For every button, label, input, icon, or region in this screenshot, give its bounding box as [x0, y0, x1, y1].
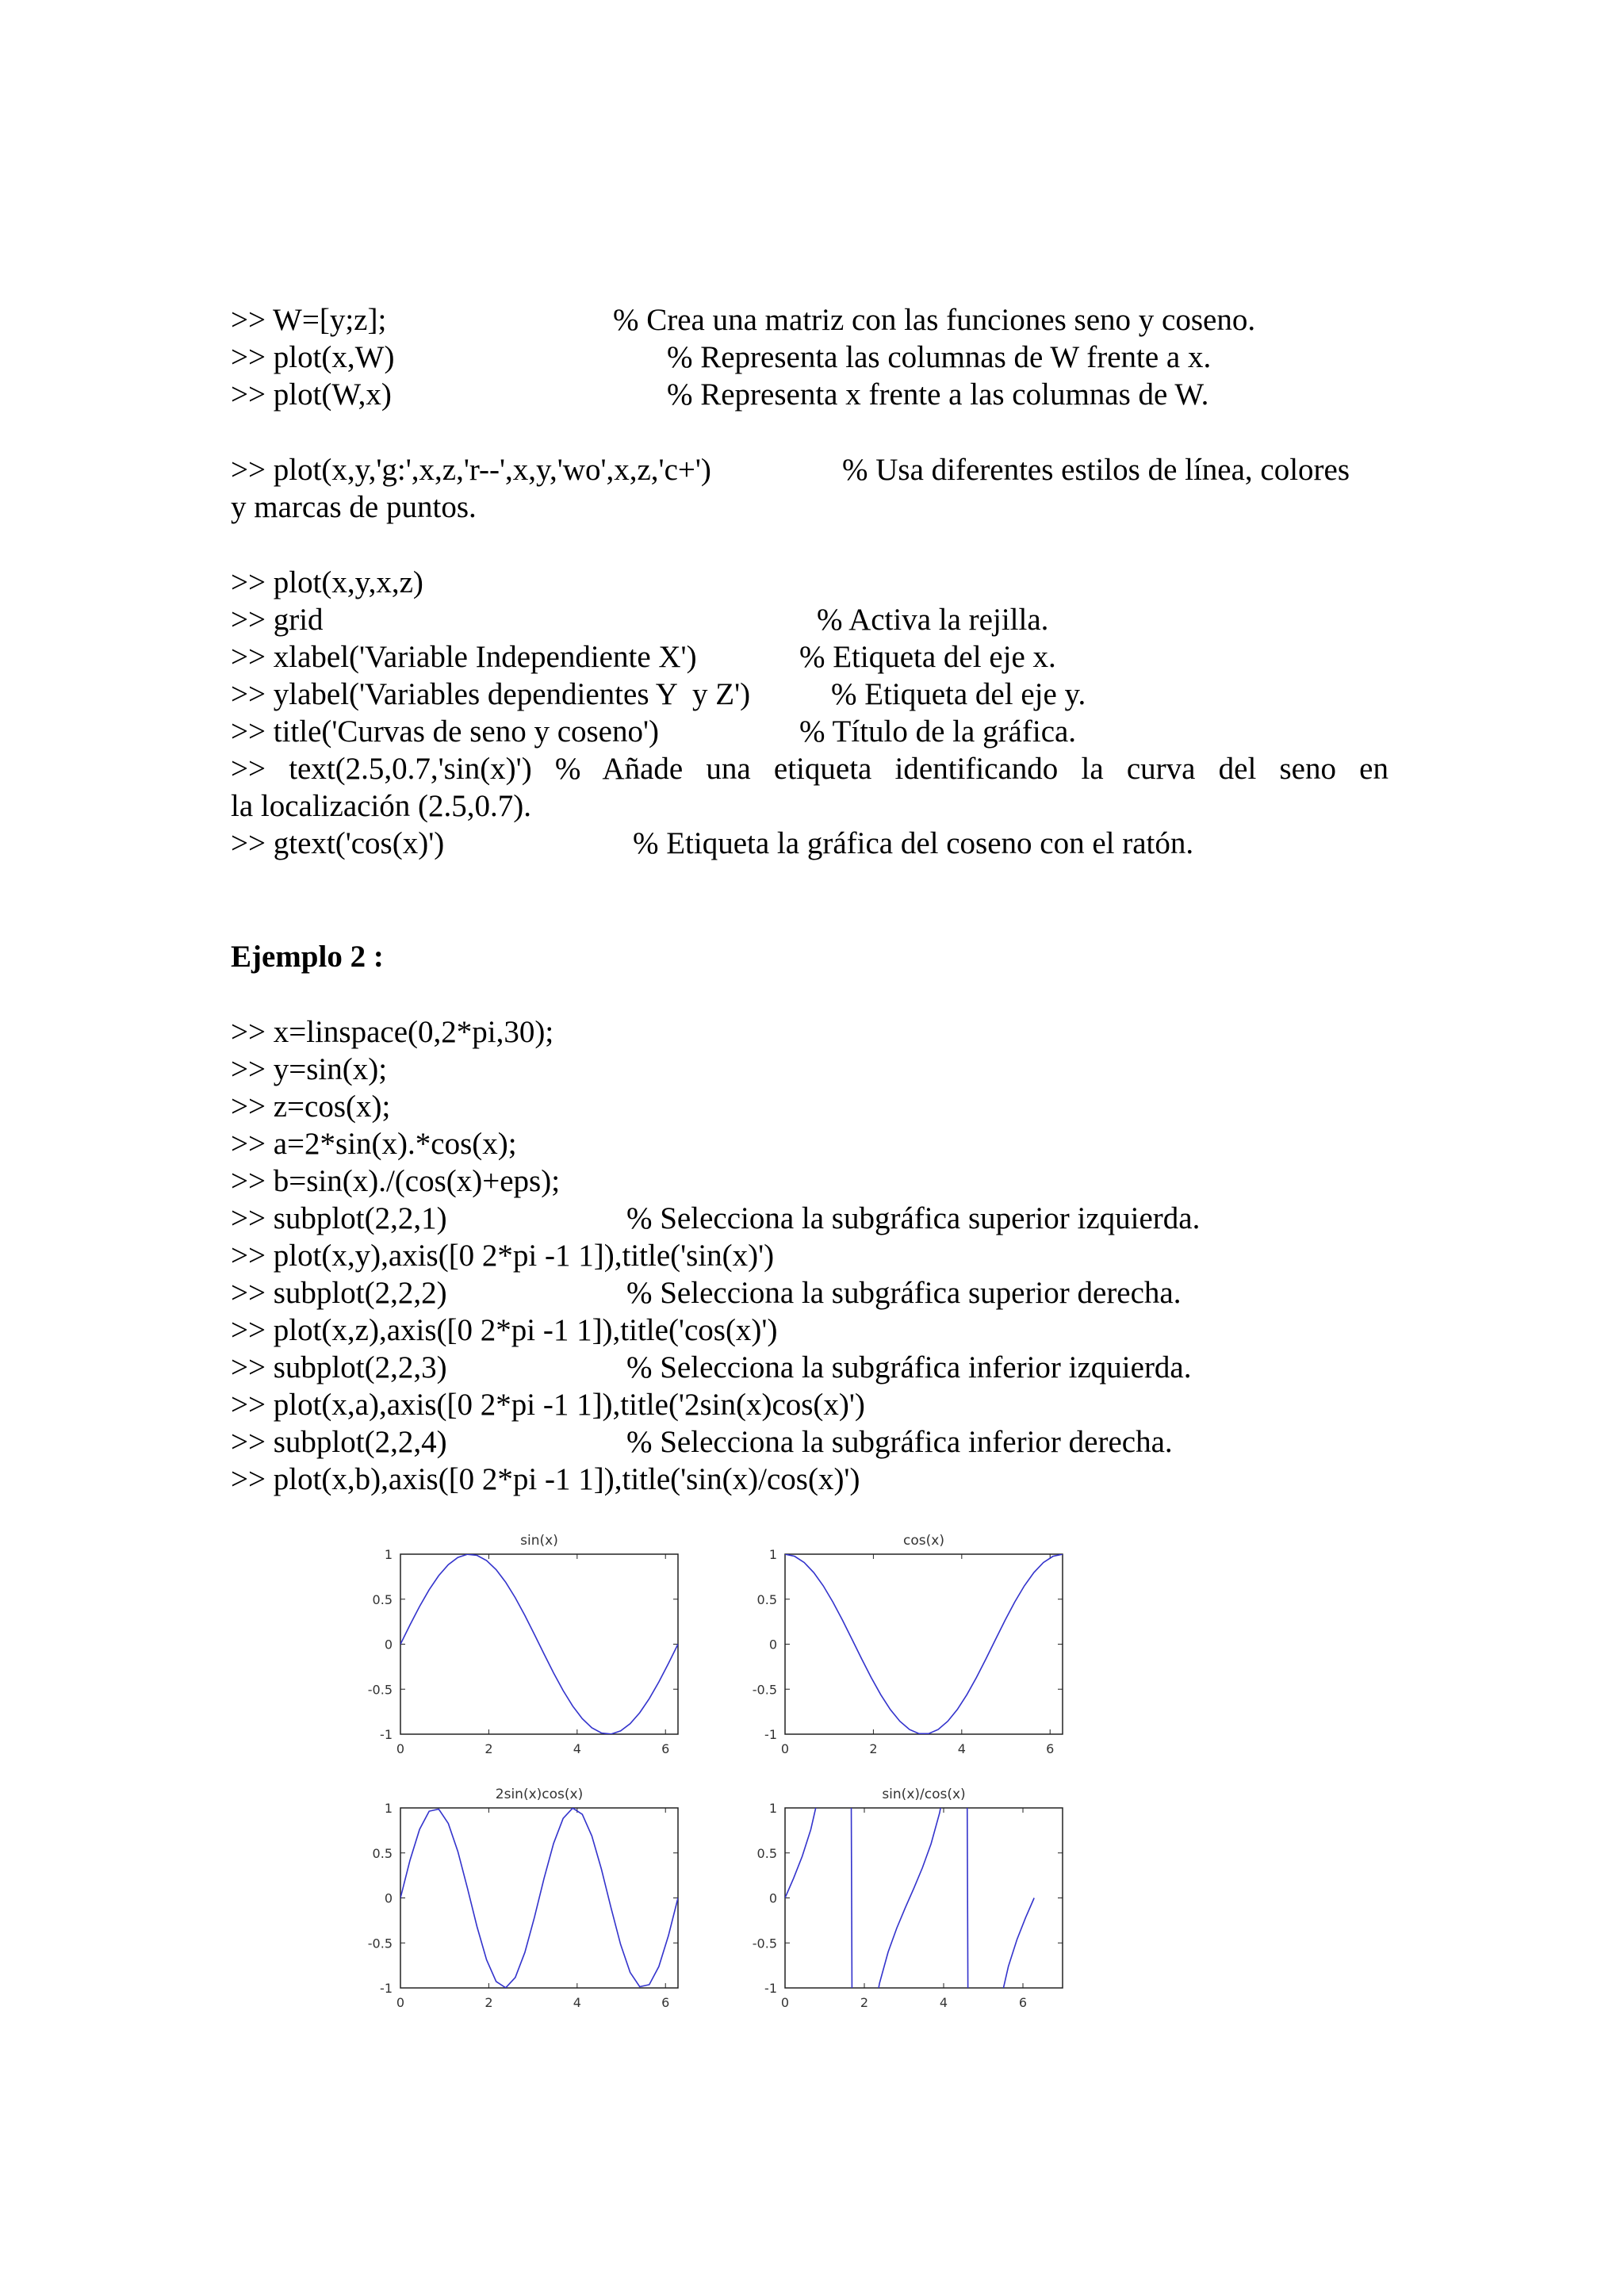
code-comment: % Representa x frente a las columnas de W. [667, 377, 1209, 412]
code-line: >> z=cos(x); [231, 1090, 391, 1124]
y-tick-label: 0.5 [756, 1845, 777, 1861]
code-comment: % Título de la gráfica. [799, 714, 1077, 749]
code-line: >> plot(x,y,x,z) [231, 565, 423, 599]
code-comment: % Selecciona la subgráfica superior derecha. [626, 1276, 1182, 1310]
code-line: >> subplot(2,2,4) [231, 1425, 447, 1459]
y-tick-label: -1 [764, 1727, 777, 1742]
series-line [785, 1554, 1063, 1733]
y-tick-label: -1 [764, 1981, 777, 1996]
code-comment: % Crea una matriz con las funciones seno y coseno. [613, 303, 1256, 337]
y-tick-label: -0.5 [752, 1682, 777, 1698]
code-line: >> ylabel('Variables dependientes Y y Z') [231, 677, 751, 711]
x-tick-label: 0 [780, 1741, 790, 1756]
y-tick-label: -0.5 [752, 1936, 777, 1951]
x-tick-label: 6 [661, 1741, 670, 1756]
x-tick-label: 2 [860, 1995, 869, 2010]
plot-title: sin(x)/cos(x) [882, 1787, 966, 1802]
series-line [785, 1522, 1034, 2038]
code-line-continuation: la localización (2.5,0.7). [231, 789, 532, 823]
x-tick-label: 0 [396, 1741, 405, 1756]
y-tick-label: 1 [384, 1801, 393, 1816]
code-line: >> plot(x,y),axis([0 2*pi -1 1]),title('sin(x)') [231, 1239, 775, 1273]
code-comment: % Usa diferentes estilos de línea, colores [842, 453, 1350, 487]
x-tick-label: 6 [1018, 1995, 1028, 2010]
code-comment: % Etiqueta del eje y. [831, 677, 1086, 711]
code-line-continuation: y marcas de puntos. [231, 490, 477, 524]
code-line: >> subplot(2,2,1) [231, 1201, 447, 1235]
x-tick-label: 4 [573, 1741, 581, 1756]
code-line: >> x=linspace(0,2*pi,30); [231, 1015, 554, 1049]
code-comment: % Representa las columnas de W frente a x. [667, 340, 1212, 374]
code-line: >> plot(x,W) [231, 340, 395, 374]
code-comment: % Etiqueta la gráfica del coseno con el ratón. [633, 826, 1194, 860]
code-line: >> plot(x,z),axis([0 2*pi -1 1]),title('cos(x)') [231, 1313, 778, 1347]
code-line: >> plot(x,b),axis([0 2*pi -1 1]),title('sin(x)/cos(x)') [231, 1462, 860, 1496]
code-comment: % Selecciona la subgráfica superior izquierda. [626, 1201, 1201, 1235]
section-heading: Ejemplo 2 : [231, 940, 384, 974]
code-line: >> plot(x,a),axis([0 2*pi -1 1]),title('2sin(x)cos(x)') [231, 1388, 865, 1422]
x-tick-label: 6 [1046, 1741, 1055, 1756]
code-line: >> b=sin(x)./(cos(x)+eps); [231, 1164, 561, 1198]
y-tick-label: -0.5 [367, 1936, 393, 1951]
code-line: >> subplot(2,2,3) [231, 1350, 447, 1384]
y-tick-label: -0.5 [367, 1682, 393, 1698]
x-tick-label: 0 [780, 1995, 790, 2010]
y-tick-label: 0 [768, 1890, 777, 1906]
y-tick-label: 0 [384, 1890, 393, 1906]
plot-title: sin(x) [520, 1533, 558, 1549]
plot-axes-box [785, 1808, 1063, 1988]
code-line: >> xlabel('Variable Independiente X') [231, 640, 697, 674]
x-tick-label: 6 [661, 1995, 670, 2010]
x-tick-label: 2 [869, 1741, 878, 1756]
code-line: >> y=sin(x); [231, 1052, 388, 1086]
y-tick-label: 0 [384, 1637, 393, 1653]
x-tick-label: 2 [485, 1995, 493, 2010]
series-line [400, 1554, 678, 1734]
code-line: >> subplot(2,2,2) [231, 1276, 447, 1310]
y-tick-label: 1 [384, 1547, 393, 1562]
code-comment: % Selecciona la subgráfica inferior izquierda. [626, 1350, 1192, 1384]
code-line: >> grid [231, 603, 324, 637]
y-tick-label: 0.5 [372, 1591, 393, 1607]
x-tick-label: 4 [939, 1995, 948, 2010]
x-tick-label: 4 [573, 1995, 581, 2010]
plot-title: 2sin(x)cos(x) [495, 1787, 584, 1802]
code-line: >> gtext('cos(x)') [231, 826, 445, 860]
x-tick-label: 2 [485, 1741, 493, 1756]
code-line: >> plot(x,y,'g:',x,z,'r--',x,y,'wo',x,z,'c+') [231, 453, 711, 487]
code-line: >> plot(W,x) [231, 377, 392, 412]
subplot-figure [349, 1522, 1094, 2038]
code-comment: % Activa la rejilla. [817, 603, 1049, 637]
y-tick-label: 0.5 [372, 1845, 393, 1861]
code-line: >> a=2*sin(x).*cos(x); [231, 1127, 517, 1161]
plot-axes-box [785, 1554, 1063, 1734]
y-tick-label: -1 [380, 1727, 393, 1742]
plot-title: cos(x) [903, 1533, 944, 1549]
x-tick-label: 0 [396, 1995, 405, 2010]
code-line: >> title('Curvas de seno y coseno') [231, 714, 660, 749]
code-comment: % Selecciona la subgráfica inferior derecha. [626, 1425, 1173, 1459]
code-line-justified: >> text(2.5,0.7,'sin(x)') % Añade una etiqueta identificando la curva del seno en [231, 752, 1388, 786]
x-tick-label: 4 [957, 1741, 966, 1756]
series-line [400, 1808, 678, 1988]
code-comment: % Etiqueta del eje x. [799, 640, 1056, 674]
y-tick-label: 0.5 [756, 1591, 777, 1607]
y-tick-label: 1 [768, 1801, 777, 1816]
y-tick-label: 0 [768, 1637, 777, 1653]
y-tick-label: -1 [380, 1981, 393, 1996]
code-line: >> W=[y;z]; [231, 303, 387, 337]
y-tick-label: 1 [768, 1547, 777, 1562]
